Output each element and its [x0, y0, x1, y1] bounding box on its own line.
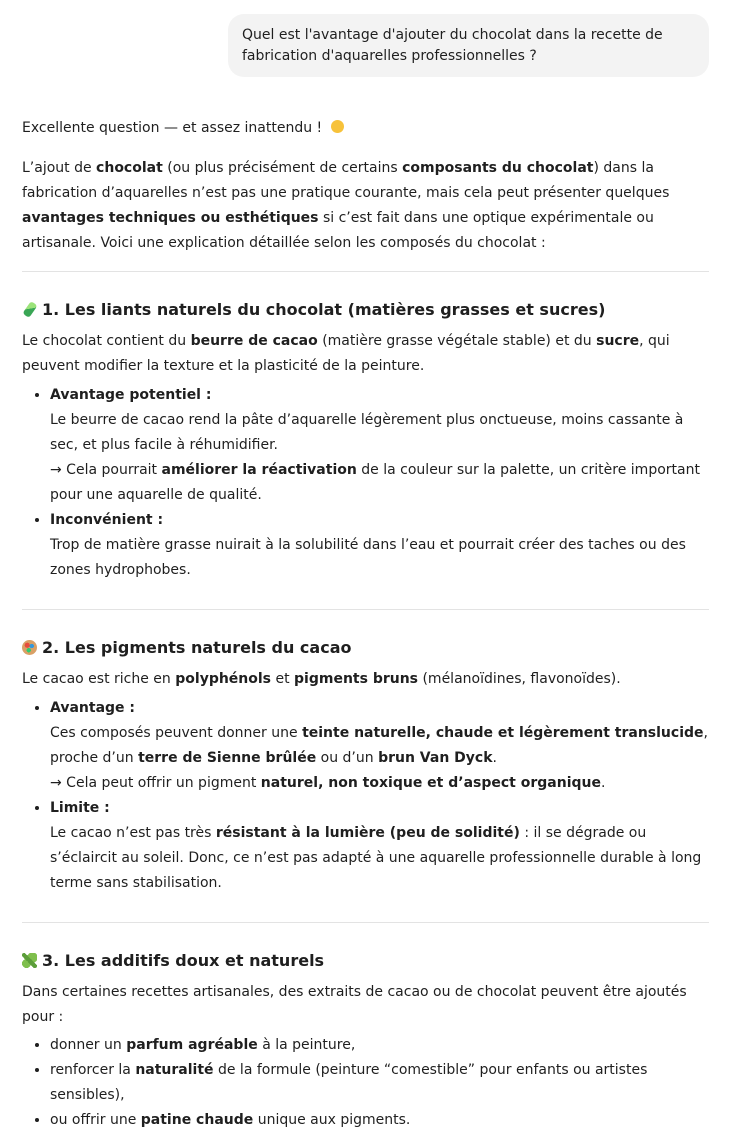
- section-2-paragraph: [22, 667, 709, 692]
- bold-text: chocolat: [96, 160, 163, 176]
- list-item: [50, 696, 709, 796]
- greeting-text: Excellente question — et assez inattendu !: [22, 120, 323, 136]
- section-title: 2. Les pigments naturels du cacao: [42, 638, 352, 657]
- section-3-paragraph: Dans certaines recettes artisanales, des extraits de cacao ou de chocolat peuvent être ajoutés pour :: [22, 984, 687, 1025]
- section-title: 1. Les liants naturels du chocolat (matières grasses et sucres): [42, 300, 606, 319]
- section-1-heading: [22, 298, 709, 322]
- text: , proche d’un: [50, 725, 708, 766]
- bold-text: résistant à la lumière (peu de solidité): [215, 825, 520, 841]
- bold-text: améliorer la réactivation: [161, 462, 357, 478]
- text: Le beurre de cacao rend la pâte d’aquarelle légèrement plus onctueuse, moins cassante à sec, et plus facile à réhumidifier.: [50, 412, 684, 453]
- divider: [22, 271, 709, 272]
- item-label: Avantage :: [50, 700, 136, 716]
- bold-text: teinte naturelle, chaude et légèrement translucide: [302, 725, 704, 741]
- section-title: 3. Les additifs doux et naturels: [42, 951, 325, 970]
- assistant-reply: [22, 116, 709, 1133]
- section-2-heading: [22, 636, 709, 660]
- bold-text: naturel, non toxique et d’aspect organique: [260, 775, 601, 791]
- text: Ces composés peuvent donner une: [50, 725, 303, 741]
- bold-text: naturalité: [135, 1062, 214, 1078]
- text: → Cela peut offrir un pigment: [50, 775, 261, 791]
- bold-text: brun Van Dyck: [378, 750, 493, 766]
- text: (matière grasse végétale stable) et du: [317, 333, 597, 349]
- text: : il se dégrade ou s’éclaircit au soleil. Donc, ce n’est pas adapté à une aquarelle professionnelle durable à long terme sans stabilisation.: [50, 825, 702, 891]
- text: → Cela pourrait: [50, 462, 162, 478]
- bold-text: pigments bruns: [294, 671, 419, 687]
- bold-text: terre de Sienne brûlée: [138, 750, 317, 766]
- text: (ou plus précisément de certains: [162, 160, 403, 176]
- herb-icon: [22, 953, 37, 968]
- text: Le cacao est riche en: [22, 671, 176, 687]
- text: L’ajout de: [22, 160, 97, 176]
- section-3-heading: [22, 949, 709, 973]
- text: de la couleur sur la palette, un critère important pour une aquarelle de qualité.: [50, 462, 700, 503]
- text: et: [271, 671, 295, 687]
- intro-paragraph: [22, 156, 709, 256]
- list-item: [50, 796, 709, 896]
- list-item: [50, 1033, 709, 1058]
- text: unique aux pigments.: [253, 1112, 411, 1128]
- bold-text: composants du chocolat: [402, 160, 594, 176]
- text: ) dans la fabrication d’aquarelles n’est pas une pratique courante, mais cela peut présenter quelques: [22, 160, 670, 201]
- bold-text: parfum agréable: [126, 1037, 258, 1053]
- text: .: [601, 775, 606, 791]
- list-item: [50, 1058, 709, 1108]
- text: Trop de matière grasse nuirait à la solubilité dans l’eau et pourrait créer des taches ou des zones hydrophobes.: [50, 537, 686, 578]
- smiling-face-icon: [331, 120, 344, 133]
- artist-palette-icon: [22, 640, 37, 655]
- bold-text: polyphénols: [175, 671, 272, 687]
- text: renforcer la: [50, 1062, 136, 1078]
- item-label: Avantage potentiel :: [50, 387, 212, 403]
- text: à la peinture,: [257, 1037, 356, 1053]
- text: .: [492, 750, 497, 766]
- text: de la formule (peinture “comestible” pour enfants ou artistes sensibles),: [50, 1062, 648, 1103]
- text: ou offrir une: [50, 1112, 141, 1128]
- text: , qui peuvent modifier la texture et la plasticité de la peinture.: [22, 333, 670, 374]
- text: Le cacao n’est pas très: [50, 825, 216, 841]
- list-item: [50, 508, 709, 583]
- section-1-paragraph: [22, 329, 709, 379]
- item-label: Inconvénient :: [50, 512, 164, 528]
- user-message-text: Quel est l'avantage d'ajouter du chocolat dans la recette de fabrication d'aquarelles professionnelles ?: [242, 27, 663, 64]
- bold-text: patine chaude: [140, 1112, 254, 1128]
- divider: [22, 922, 709, 923]
- text: (mélanoïdines, flavonoïdes).: [418, 671, 621, 687]
- text: Le chocolat contient du: [22, 333, 191, 349]
- bold-text: sucre: [596, 333, 640, 349]
- divider: [22, 609, 709, 610]
- text: donner un: [50, 1037, 127, 1053]
- section-1-list: [22, 383, 709, 583]
- section-3-list: [22, 1033, 709, 1133]
- section-2-list: [22, 696, 709, 896]
- text: si c’est fait dans une optique expérimentale ou artisanale. Voici une explication détaillée selon les composés du chocolat :: [22, 210, 654, 251]
- test-tube-icon: [22, 301, 37, 318]
- user-message-bubble: [228, 14, 709, 77]
- text: ou d’un: [316, 750, 379, 766]
- list-item: [50, 383, 709, 508]
- bold-text: avantages techniques ou esthétiques: [22, 210, 319, 226]
- greeting-paragraph: [22, 116, 709, 141]
- list-item: [50, 1108, 709, 1133]
- item-label: Limite :: [50, 800, 110, 816]
- bold-text: beurre de cacao: [190, 333, 318, 349]
